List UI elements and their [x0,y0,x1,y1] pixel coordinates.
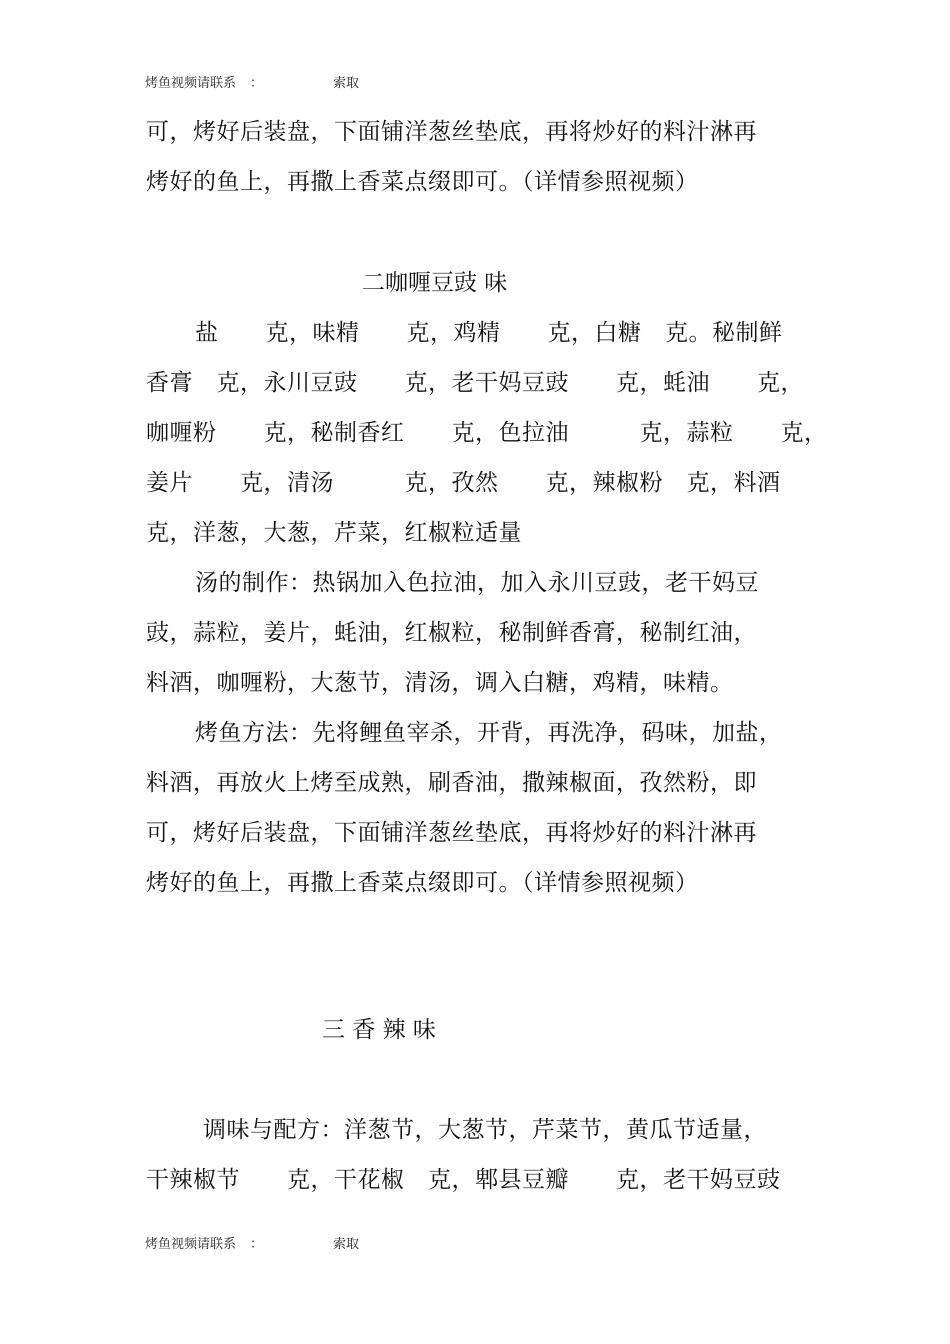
section2-soup-line-3: 料酒，咖喱粉，大葱节，清汤，调入白糖，鸡精，味精。 [146,670,734,696]
footer-colon: ： [250,1237,264,1252]
section2-method-line-1: 烤鱼方法：先将鲤鱼宰杀，开背，再洗净，码味，加盐， [195,720,783,746]
section2-ingredients-line-5: 克，洋葱，大葱，芹菜，红椒粒适量 [146,520,522,546]
section2-method-line-2: 料酒，再放火上烤至成熟，刷香油，撒辣椒面，孜然粉，即 [146,770,757,796]
page-footer [145,1233,359,1252]
section2-method-line-4: 烤好的鱼上，再撒上香菜点缀即可。（详情参照视频） [146,870,699,896]
header-get-text: 索取 [333,76,360,91]
section1-tail-line-2: 烤好的鱼上，再撒上香菜点缀即可。（详情参照视频） [146,169,699,195]
section1-tail-line-1: 可，烤好后装盘，下面铺洋葱丝垫底，再将炒好的料汁淋再 [146,119,757,145]
section2-title: 二咖喱豆豉 味 [362,270,508,296]
section2-ingredients-line-3: 咖喱粉 克，秘制香红 克，色拉油 克，蒜粒 克， [146,420,828,446]
footer-contact-text: 烤鱼视频请联系 [145,1237,237,1252]
section3-recipe-line-1: 调味与配方：洋葱节，大葱节，芹菜节，黄瓜节适量， [203,1117,767,1143]
section3-title: 三 香 辣 味 [322,1017,436,1043]
section2-ingredients-line-1: 盐 克，味精 克，鸡精 克，白糖 克。秘制鲜 [195,320,783,346]
section2-ingredients-line-4: 姜片 克，清汤 克，孜然 克，辣椒粉 克，料酒 [146,470,781,496]
footer-get-text: 索取 [333,1237,360,1252]
section2-ingredients-line-2: 香膏 克，永川豆豉 克，老干妈豆豉 克，蚝油 克， [146,370,804,396]
page-header [145,72,359,91]
header-contact-text: 烤鱼视频请联系 [145,76,237,91]
section3-recipe-line-2: 干辣椒节 克，干花椒 克，郫县豆瓣 克，老干妈豆豉 [146,1167,781,1193]
section2-soup-line-2: 豉，蒜粒，姜片，蚝油，红椒粒，秘制鲜香膏，秘制红油， [146,620,757,646]
section2-soup-line-1: 汤的制作：热锅加入色拉油，加入永川豆豉，老干妈豆 [195,570,759,596]
section2-method-line-3: 可，烤好后装盘，下面铺洋葱丝垫底，再将炒好的料汁淋再 [146,820,757,846]
header-colon: ： [250,76,264,91]
